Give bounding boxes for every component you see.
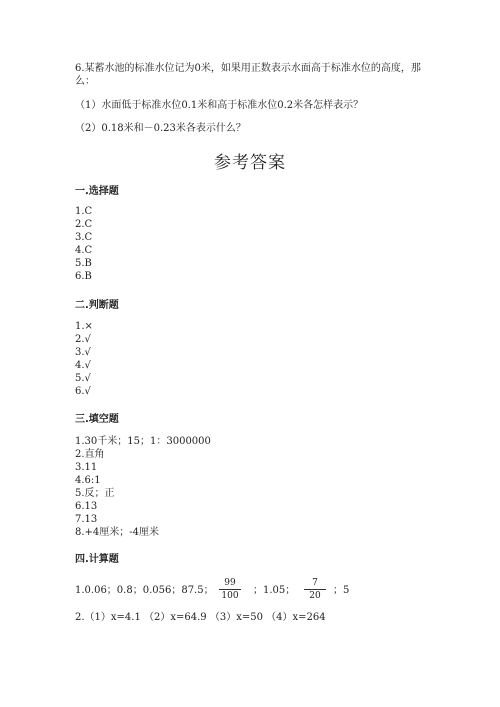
fraction-numerator: 99 <box>219 578 241 590</box>
fill-answer: 5.反；正 <box>75 488 115 499</box>
question-stem: 6.某蓄水池的标准水位记为0米，如果用正数表示水面高于标准水位的高度，那么： <box>75 63 421 87</box>
fill-answer: 7.13 <box>75 514 98 525</box>
section-title-judge: 二.判断题 <box>75 300 119 311</box>
choice-answer: 1.C <box>75 206 93 217</box>
question-part-1: （1）水面低于标准水位0.1米和高于标准水位0.2米各怎样表示？ <box>75 100 364 111</box>
fraction-denominator: 20 <box>309 591 321 601</box>
judge-answer: 6.√ <box>75 386 91 397</box>
calc-answer-2: 2.（1）x=4.1 （2）x=64.9 （3）x=50 （4）x=264 <box>75 612 326 623</box>
choice-answer: 6.B <box>75 271 92 282</box>
fraction-7-20 <box>304 578 326 601</box>
fraction-numerator: 7 <box>304 578 326 590</box>
fill-answer: 6.13 <box>75 501 98 512</box>
fraction-denominator: 100 <box>221 591 239 601</box>
choice-answer: 3.C <box>75 232 93 243</box>
choice-answer: 4.C <box>75 245 93 256</box>
choice-answer: 2.C <box>75 219 93 230</box>
fill-answer: 3.11 <box>75 462 98 473</box>
judge-answer: 1.× <box>75 321 93 332</box>
judge-answer: 5.√ <box>75 373 91 384</box>
calc-answer-1-suffix: ；5 <box>333 585 350 596</box>
choice-answer: 5.B <box>75 258 92 269</box>
fill-answer: 2.直角 <box>75 449 105 460</box>
question-part-2: （2）0.18米和－0.23米各表示什么？ <box>75 123 246 134</box>
fill-answer: 4.6:1 <box>75 475 101 486</box>
answer-title: 参考答案 <box>214 153 286 173</box>
fill-answer: 1.30千米；15；1：3000000 <box>75 436 211 447</box>
fill-answer: 8.+4厘米；-4厘米 <box>75 527 160 538</box>
judge-answer: 4.√ <box>75 360 91 371</box>
section-title-choice: 一.选择题 <box>75 186 119 197</box>
judge-answer: 2.√ <box>75 334 91 345</box>
calc-answer-1-prefix: 1.0.06；0.8；0.056；87.5； <box>75 585 214 596</box>
section-title-fill: 三.填空题 <box>75 414 119 425</box>
section-title-calc: 四.计算题 <box>75 554 119 565</box>
judge-answer: 3.√ <box>75 347 91 358</box>
fraction-99-100 <box>219 578 241 601</box>
calc-answer-1-mid: ；1.05； <box>253 585 296 596</box>
